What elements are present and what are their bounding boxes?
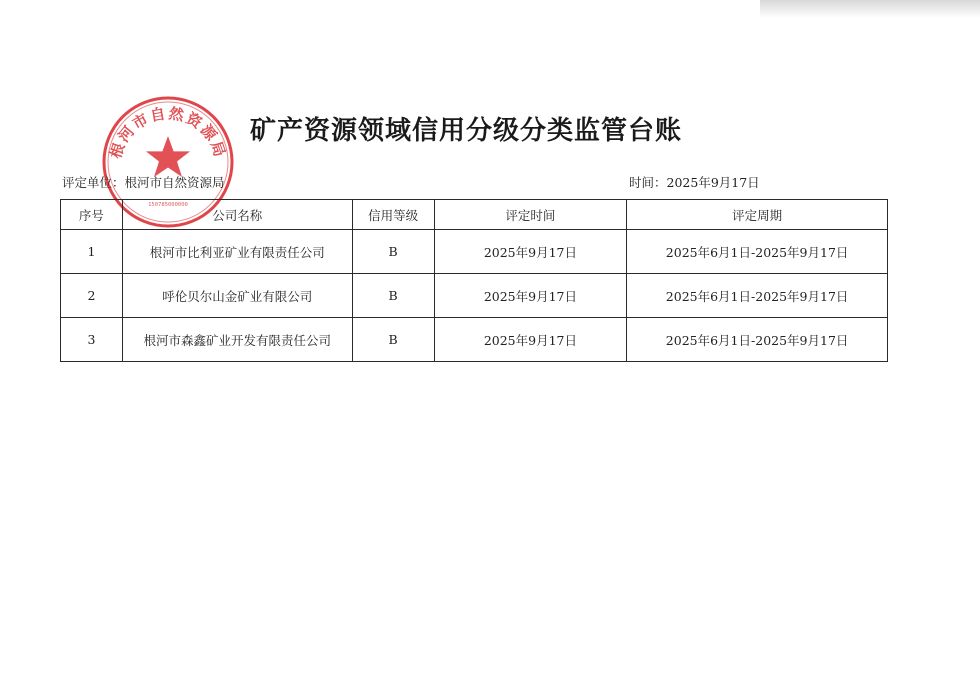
header-seq: 序号 <box>61 200 123 230</box>
header-credit-grade: 信用等级 <box>352 200 434 230</box>
credit-ledger-table <box>60 199 888 362</box>
table-row <box>61 274 888 318</box>
seal-star-icon <box>146 136 190 177</box>
cell-evaluation-time: 2025年9月17日 <box>434 318 627 362</box>
evaluation-date <box>629 173 760 191</box>
header-company-name: 公司名称 <box>122 200 352 230</box>
evaluating-unit <box>62 173 225 191</box>
cell-credit-grade: B <box>352 274 434 318</box>
scan-edge-shadow <box>760 0 980 18</box>
evaluating-unit-label: 评定单位： <box>62 175 125 190</box>
cell-credit-grade: B <box>352 318 434 362</box>
cell-credit-grade: B <box>352 230 434 274</box>
cell-company-name: 根河市比利亚矿业有限责任公司 <box>122 230 352 274</box>
cell-company-name: 根河市森鑫矿业开发有限责任公司 <box>122 318 352 362</box>
evaluation-date-value: 2025年9月17日 <box>666 175 760 190</box>
seal-serial-text: 150785000000 <box>148 202 188 208</box>
evaluating-unit-value: 根河市自然资源局 <box>124 175 225 190</box>
cell-evaluation-period: 2025年6月1日-2025年9月17日 <box>627 274 888 318</box>
seal-name-text: 根河市自然资源局 <box>106 104 230 161</box>
table-row <box>61 318 888 362</box>
cell-evaluation-time: 2025年9月17日 <box>434 274 627 318</box>
cell-evaluation-time: 2025年9月17日 <box>434 230 627 274</box>
table-row <box>61 230 888 274</box>
cell-seq: 1 <box>61 230 123 274</box>
cell-seq: 3 <box>61 318 123 362</box>
header-evaluation-period: 评定周期 <box>627 200 888 230</box>
cell-seq: 2 <box>61 274 123 318</box>
document-title: 矿产资源领域信用分级分类监管台账 <box>250 116 683 146</box>
cell-company-name: 呼伦贝尔山金矿业有限公司 <box>122 274 352 318</box>
table-header-row <box>61 200 888 230</box>
cell-evaluation-period: 2025年6月1日-2025年9月17日 <box>627 230 888 274</box>
cell-evaluation-period: 2025年6月1日-2025年9月17日 <box>627 318 888 362</box>
header-evaluation-time: 评定时间 <box>434 200 627 230</box>
evaluation-date-label: 时间： <box>629 175 667 190</box>
